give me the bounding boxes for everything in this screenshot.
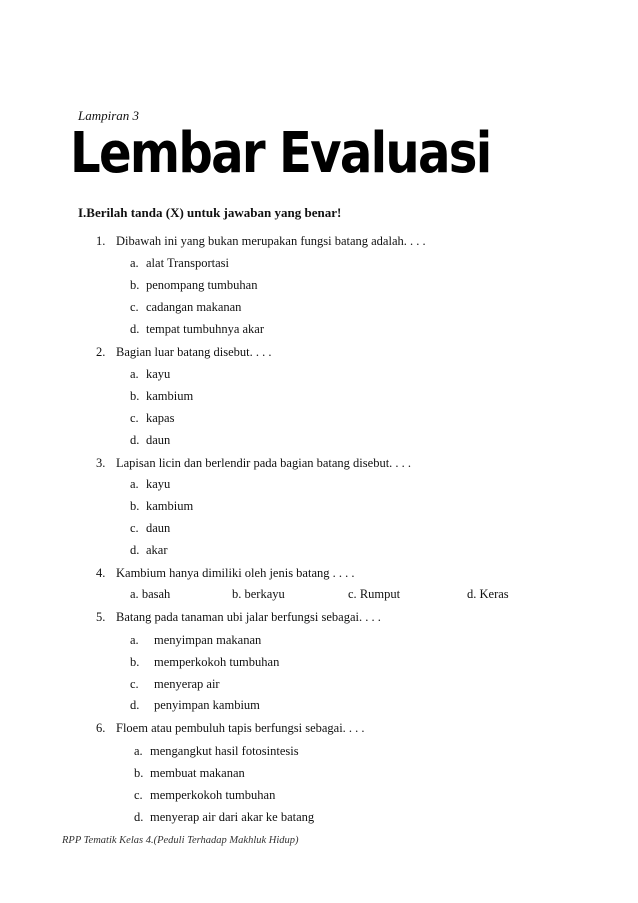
option-3c <box>130 521 170 536</box>
question-number: 2. <box>96 345 106 359</box>
option-text: cadangan makanan <box>146 300 242 314</box>
option-letter: a. <box>130 587 139 601</box>
option-text: kayu <box>146 367 171 381</box>
option-letter: d. <box>130 543 140 557</box>
lampiran-label: Lampiran 3 <box>78 108 140 123</box>
question-text: Dibawah ini yang bukan merupakan fungsi batang adalah. . . . <box>116 234 426 248</box>
option-letter: c. <box>348 587 357 601</box>
option-letter: c. <box>130 300 139 314</box>
option-text: menyimpan makanan <box>154 633 262 647</box>
option-letter: b. <box>134 766 144 780</box>
option-letter: d. <box>130 698 140 712</box>
option-3d <box>130 543 168 558</box>
question-number: 6. <box>96 721 106 735</box>
option-4d <box>467 587 509 602</box>
option-text: mengangkut hasil fotosintesis <box>150 744 299 758</box>
option-text: kambium <box>146 389 194 403</box>
option-text: penyimpan kambium <box>154 698 260 712</box>
option-letter: b. <box>232 587 242 601</box>
option-text: Rumput <box>359 587 401 601</box>
option-letter: d. <box>467 587 477 601</box>
option-text: alat Transportasi <box>146 256 229 270</box>
option-letter: c. <box>130 521 139 535</box>
option-text: menyerap air <box>154 677 220 691</box>
option-2c <box>130 411 174 426</box>
page-title: Lembar Evaluasi <box>70 121 491 186</box>
option-text: akar <box>146 543 168 557</box>
option-1b <box>130 278 257 293</box>
option-5d <box>130 698 260 713</box>
option-3b <box>130 499 193 514</box>
question-text: Floem atau pembuluh tapis berfungsi sebagai. . . . <box>116 721 365 735</box>
option-text: basah <box>141 587 171 601</box>
option-text: membuat makanan <box>150 766 245 780</box>
question-number: 4. <box>96 566 106 580</box>
option-letter: b. <box>130 389 140 403</box>
option-5b <box>130 655 279 670</box>
option-6c <box>134 788 275 803</box>
question-number: 3. <box>96 456 106 470</box>
option-text: berkayu <box>244 587 285 601</box>
option-letter: c. <box>134 788 143 802</box>
footer-text: RPP Tematik Kelas 4.(Peduli Terhadap Makhluk Hidup) <box>62 835 299 846</box>
option-5a <box>130 633 261 648</box>
option-text: memperkokoh tumbuhan <box>150 788 276 802</box>
option-letter: a. <box>130 367 139 381</box>
option-4b <box>232 587 285 602</box>
option-4c <box>348 587 400 602</box>
question-1 <box>96 234 426 249</box>
question-text: Kambium hanya dimiliki oleh jenis batang . . . . <box>116 566 355 580</box>
question-number: 1. <box>96 234 106 248</box>
option-text: kayu <box>146 477 171 491</box>
option-4a <box>130 587 170 602</box>
question-4 <box>96 566 355 581</box>
question-2 <box>96 345 272 360</box>
option-letter: a. <box>130 256 139 270</box>
option-text: Keras <box>479 587 509 601</box>
option-letter: b. <box>130 278 140 292</box>
option-text: memperkokoh tumbuhan <box>154 655 280 669</box>
option-text: daun <box>146 433 171 447</box>
option-letter: d. <box>130 433 140 447</box>
option-text: tempat tumbuhnya akar <box>146 322 265 336</box>
option-2a <box>130 367 170 382</box>
option-1c <box>130 300 241 315</box>
option-5c <box>130 677 220 692</box>
question-text: Batang pada tanaman ubi jalar berfungsi sebagai. . . . <box>116 610 381 624</box>
option-1d <box>130 322 264 337</box>
question-number: 5. <box>96 610 106 624</box>
option-text: kapas <box>146 411 175 425</box>
question-text: Lapisan licin dan berlendir pada bagian batang disebut. . . . <box>116 456 412 470</box>
option-letter: a. <box>130 633 139 647</box>
question-6 <box>96 721 365 736</box>
question-text: Bagian luar batang disebut. . . . <box>116 345 272 359</box>
option-letter: b. <box>130 499 140 513</box>
question-3 <box>96 456 411 471</box>
option-text: daun <box>146 521 171 535</box>
option-letter: d. <box>130 322 140 336</box>
option-text: menyerap air dari akar ke batang <box>150 810 315 824</box>
option-text: kambium <box>146 499 194 513</box>
option-3a <box>130 477 170 492</box>
option-letter: b. <box>130 655 140 669</box>
option-letter: a. <box>130 477 139 491</box>
option-letter: a. <box>134 744 143 758</box>
option-1a <box>130 256 229 271</box>
option-letter: c. <box>130 677 139 691</box>
question-5 <box>96 610 381 625</box>
option-6b <box>134 766 245 781</box>
option-6a <box>134 744 299 759</box>
option-6d <box>134 810 314 825</box>
option-letter: d. <box>134 810 144 824</box>
option-text: penompang tumbuhan <box>146 278 258 292</box>
option-2d <box>130 433 170 448</box>
option-letter: c. <box>130 411 139 425</box>
option-2b <box>130 389 193 404</box>
instruction-text: I.Berilah tanda (X) untuk jawaban yang benar! <box>78 205 342 220</box>
